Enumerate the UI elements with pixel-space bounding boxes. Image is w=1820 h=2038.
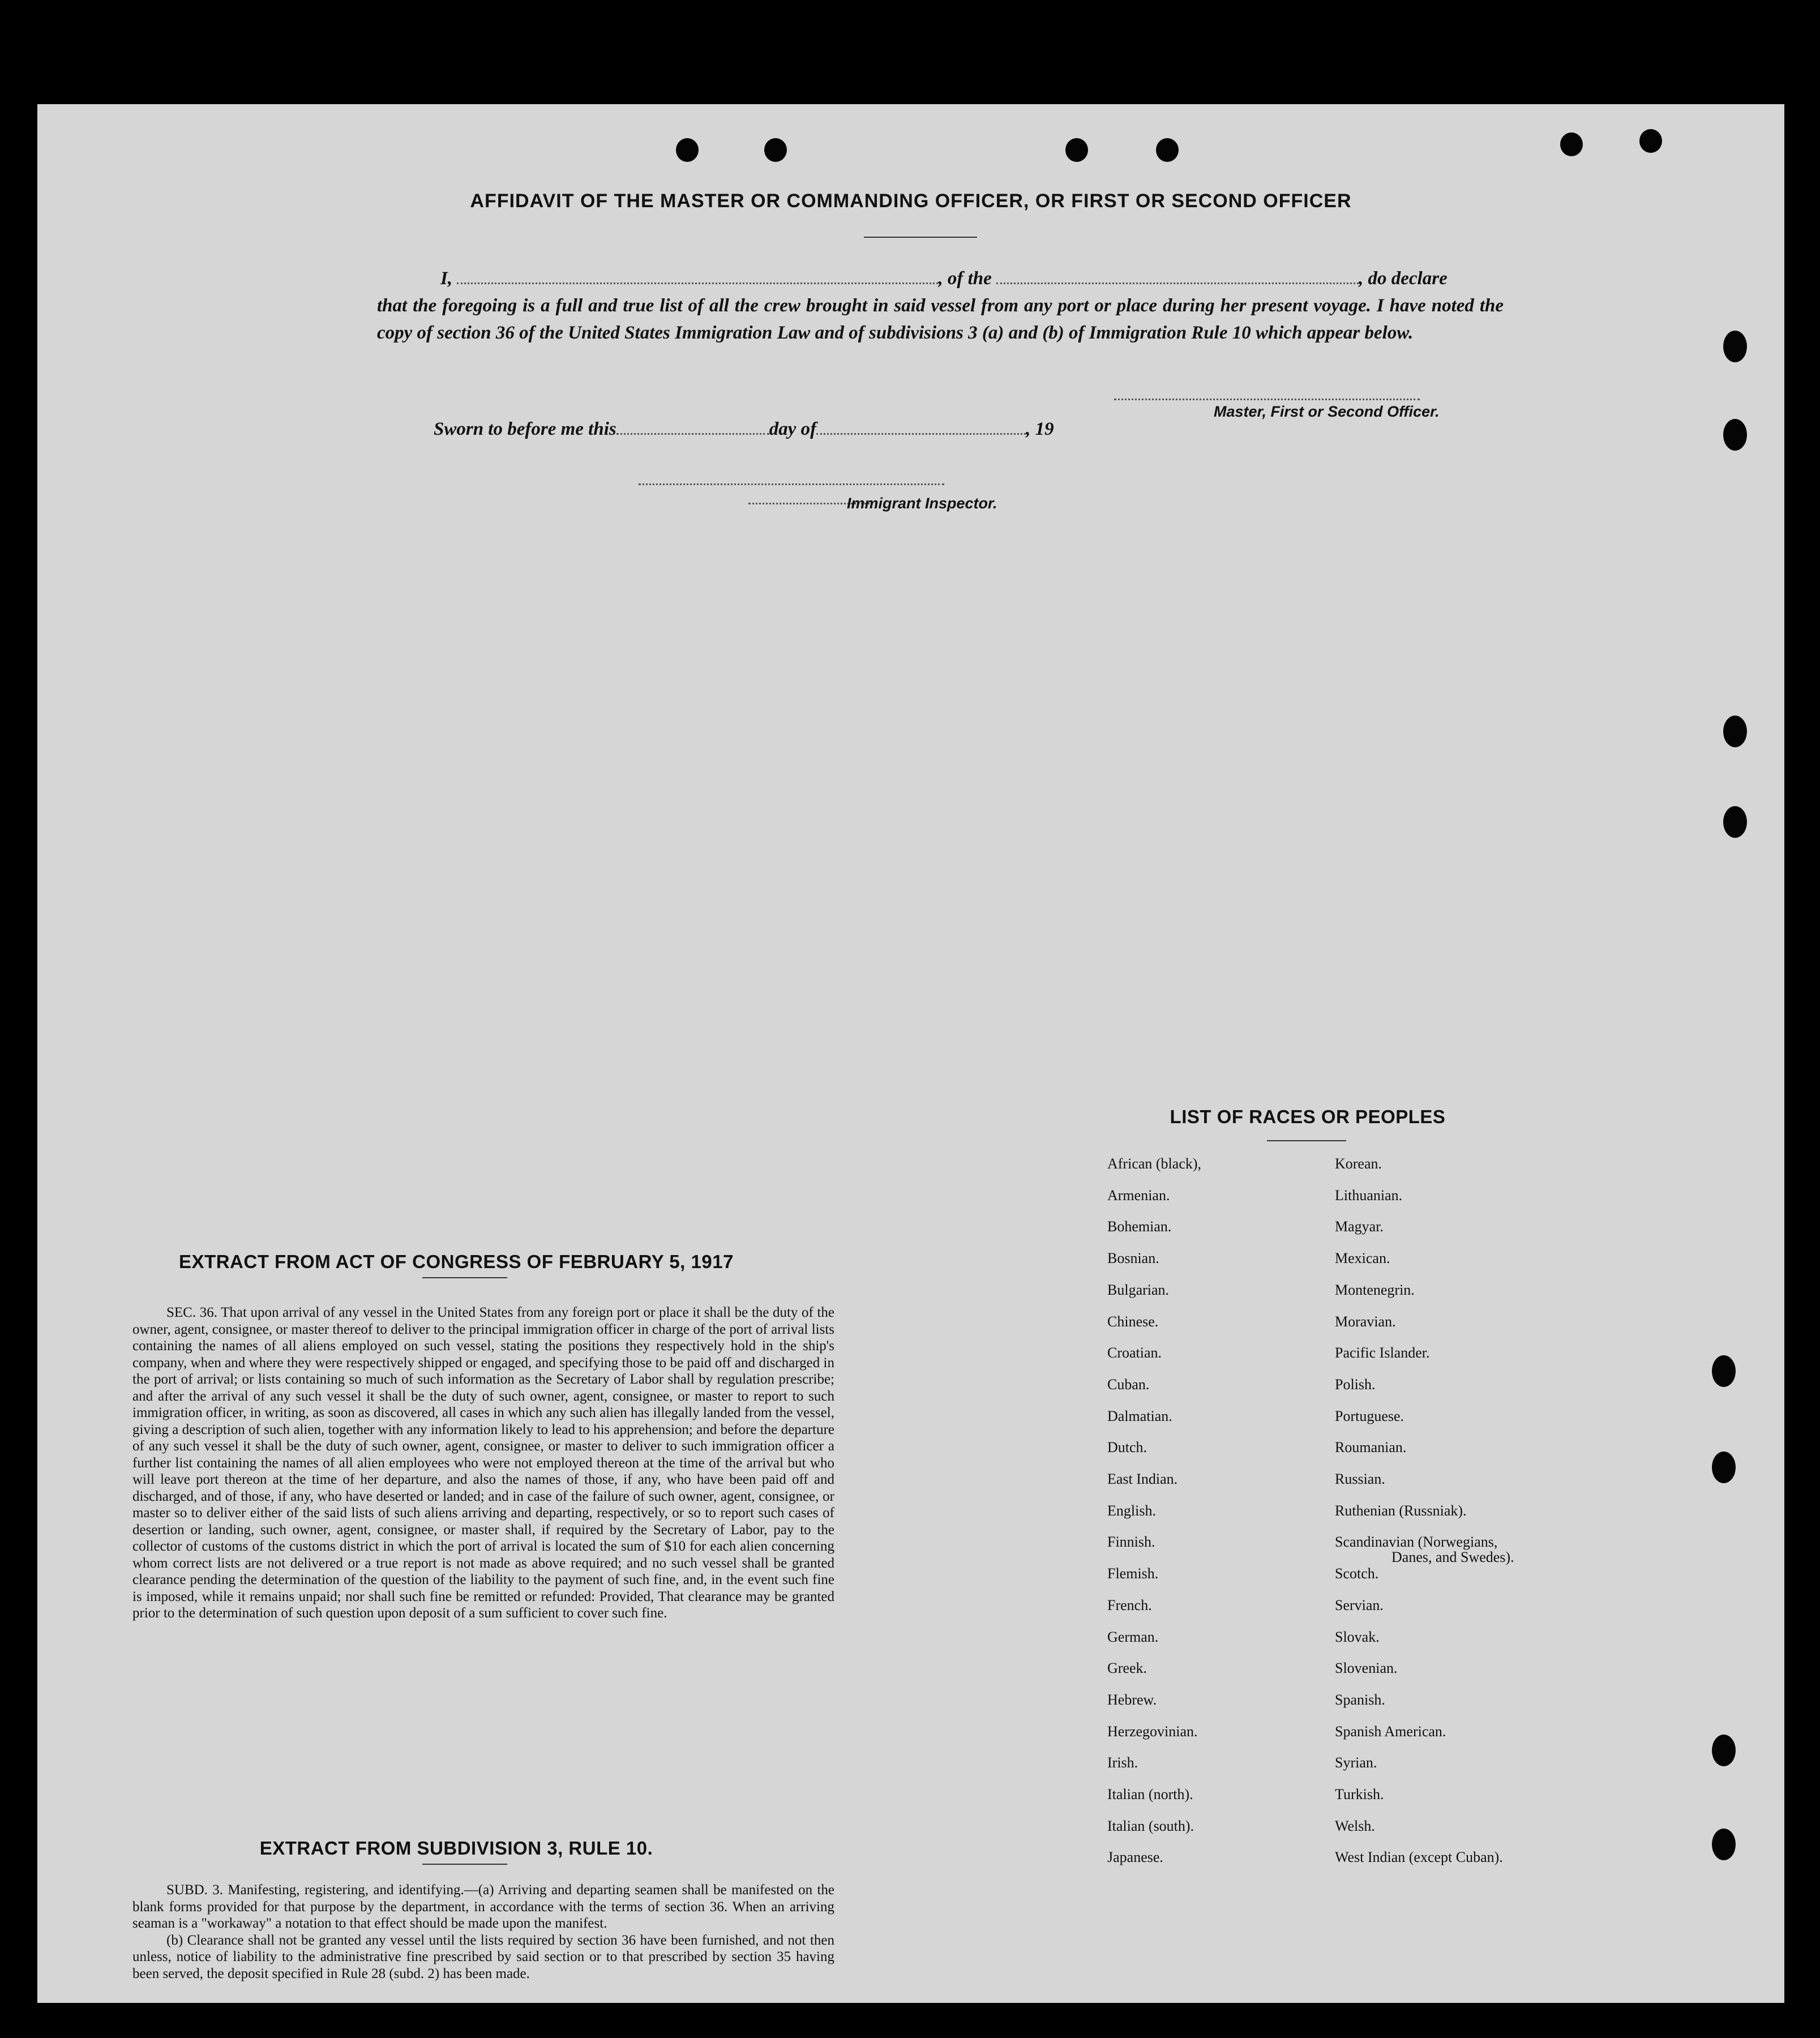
punch-hole (1560, 132, 1583, 156)
race-item: Slovak. (1335, 1628, 1380, 1645)
master-signature-line[interactable] (1114, 397, 1420, 400)
punch-hole (1712, 1829, 1736, 1860)
title-divider (864, 237, 977, 238)
subdivision-b-paragraph: (b) Clearance shall not be granted any vessel until the lists required by section 36 have been furnished, and not then unless, notice of liability to the administrative fine prescribed by said section or to that prescribed by section 35 having been served, the deposit specified in Rule 28 (subd. 2) has been made. (132, 1932, 834, 1981)
sworn-day-field[interactable] (616, 419, 769, 435)
race-item: Welsh. (1335, 1817, 1375, 1834)
race-item: Flemish. (1107, 1565, 1159, 1582)
race-item: Scotch. (1335, 1565, 1379, 1582)
race-item: Croatian. (1107, 1345, 1162, 1361)
punch-hole (764, 138, 787, 162)
race-item: Cuban. (1107, 1376, 1150, 1393)
form-page (37, 104, 1784, 2003)
race-item: German. (1107, 1628, 1159, 1645)
race-item: Herzegovinian. (1107, 1723, 1198, 1740)
inspector-signature-line[interactable] (639, 482, 944, 485)
punch-hole (676, 138, 699, 162)
do-declare-label: , do declare (1359, 268, 1448, 289)
declaration-line (440, 268, 1448, 289)
race-item: Slovenian. (1335, 1660, 1398, 1677)
race-item: Korean. (1335, 1155, 1382, 1172)
master-signature-label: Master, First or Second Officer. (1214, 403, 1440, 420)
race-item: Chinese. (1107, 1313, 1159, 1330)
race-item: Dalmatian. (1107, 1407, 1172, 1424)
vessel-name-field[interactable] (996, 269, 1359, 284)
rule-heading-divider (422, 1864, 507, 1865)
race-item: Japanese. (1107, 1849, 1163, 1866)
sworn-month-field[interactable] (816, 419, 1026, 435)
race-item: African (black), (1107, 1155, 1202, 1172)
race-item: Roumanian. (1335, 1439, 1407, 1456)
race-item: Danes, and Swedes). (1391, 1549, 1514, 1566)
punch-hole (1156, 138, 1179, 162)
declarant-name-field[interactable] (457, 269, 938, 284)
race-item: Bohemian. (1107, 1218, 1172, 1235)
race-item: English. (1107, 1502, 1156, 1519)
punch-hole (1723, 806, 1747, 838)
affidavit-title: AFFIDAVIT OF THE MASTER OR COMMANDING OFFICER, OR FIRST OR SECOND OFFICER (470, 190, 1352, 212)
race-item: West Indian (except Cuban). (1335, 1849, 1503, 1866)
race-item: Montenegrin. (1335, 1281, 1415, 1298)
day-of-label: day of (769, 419, 817, 439)
race-item: Polish. (1335, 1376, 1376, 1393)
declaration-paragraph: that the foregoing is a full and true list of all the crew brought in said vessel from any port or place during her present voyage. I have noted the copy of section 36 of the United States Immigration Law and of subdivisions 3 (a) and (b) of Immigration Rule 10 which appear below. (377, 296, 1504, 343)
race-item: Spanish American. (1335, 1723, 1446, 1740)
race-item: Scandinavian (Norwegians, (1335, 1534, 1498, 1551)
inspector-label: Immigrant Inspector. (847, 495, 997, 512)
race-item: Hebrew. (1107, 1691, 1157, 1708)
rule-extract-text (132, 1882, 834, 1982)
declarant-prefix: I, (440, 268, 453, 289)
act-extract-text (132, 1304, 834, 1622)
races-heading: LIST OF RACES OR PEOPLES (1170, 1106, 1446, 1127)
year-label: , 19 (1026, 419, 1054, 439)
punch-hole (1712, 1355, 1736, 1387)
race-item: Bulgarian. (1107, 1281, 1170, 1298)
section-36-paragraph: SEC. 36. That upon arrival of any vessel in the United States from any foreign port or place it shall be the duty of the owner, agent, consignee, or master thereof to deliver to the principal immigration officer in charge of the port of arrival lists containing the names of all aliens employed on such vessel, stating the positions they respectively hold in the ship's company, when and where they were respectively shipped or engaged, and specifying those to be paid off and discharged in the port of arrival; or lists containing so much of such information as the Secretary of Labor shall by regulation prescribe; and after the arrival of any such vessel it shall be the duty of such owner, agent, consignee, or master to report to such immigration officer, in writing, as soon as discovered, all cases in which any such alien has illegally landed from the vessel, giving a description of such alien, together with any information likely to lead to his apprehension; and before the departure of any such vessel it shall be the duty of such owner, agent, consignee, or master to deliver to such immigration officer a further list containing the names of all alien employees who were not employed thereon at the time of the arrival but who will leave port thereon at the time of her departure, and also the names of those, if any, who have been paid off and discharged, and of those, if any, who have deserted or landed; and in case of the failure of such owner, agent, consignee, or master so to deliver either of the said lists of such aliens arriving and departing, respectively, or so to report such cases of desertion or landing, such owner, agent, consignee, or master shall, if required by the Secretary of Labor, pay to the collector of customs of the customs district in which the port of arrival is located the sum of $10 for each alien concerning whom correct lists are not delivered or a true report is not made as above required; and no such vessel shall be granted clearance pending the determination of the question of the liability to the payment of such fine, and, in the event such fine is imposed, while it remains unpaid; nor shall such fine be remitted or refunded: Provided, That clearance may be granted prior to the determination of such question upon deposit of a sum sufficient to cover such fine. (132, 1305, 834, 1621)
race-item: Finnish. (1107, 1534, 1155, 1551)
race-item: Armenian. (1107, 1187, 1170, 1204)
race-item: Moravian. (1335, 1313, 1396, 1330)
sworn-text: Sworn to before me this (434, 419, 616, 439)
act-heading-divider (422, 1277, 507, 1278)
race-item: Irish. (1107, 1754, 1138, 1771)
punch-hole (1723, 419, 1747, 451)
punch-hole (1065, 138, 1088, 162)
races-heading-divider (1267, 1140, 1346, 1141)
punch-hole (1712, 1452, 1736, 1483)
race-item: Ruthenian (Russniak). (1335, 1502, 1467, 1519)
race-item: Magyar. (1335, 1218, 1384, 1235)
race-item: Turkish. (1335, 1786, 1384, 1802)
race-item: Greek. (1107, 1660, 1147, 1677)
race-item: Syrian. (1335, 1754, 1377, 1771)
race-item: East Indian. (1107, 1471, 1178, 1487)
punch-hole (1639, 129, 1662, 153)
race-item: Lithuanian. (1335, 1187, 1403, 1204)
race-item: Russian. (1335, 1471, 1385, 1487)
race-item: Bosnian. (1107, 1250, 1159, 1267)
race-item: French. (1107, 1596, 1152, 1613)
punch-hole (1723, 331, 1747, 362)
race-item: Servian. (1335, 1596, 1384, 1613)
punch-hole (1712, 1735, 1736, 1766)
sworn-line (434, 419, 1054, 440)
act-extract-heading: EXTRACT FROM ACT OF CONGRESS OF FEBRUARY 5, 1917 (179, 1251, 734, 1272)
race-item: Italian (south). (1107, 1817, 1194, 1834)
rule-extract-heading: EXTRACT FROM SUBDIVISION 3, RULE 10. (259, 1838, 653, 1859)
of-the-label: , of the (938, 268, 992, 289)
race-item: Mexican. (1335, 1250, 1390, 1267)
punch-hole (1723, 716, 1747, 747)
race-item: Dutch. (1107, 1439, 1147, 1456)
race-item: Portuguese. (1335, 1407, 1404, 1424)
race-item: Pacific Islander. (1335, 1345, 1430, 1361)
race-item: Spanish. (1335, 1691, 1385, 1708)
race-item: Italian (north). (1107, 1786, 1193, 1802)
subdivision-a-paragraph: SUBD. 3. Manifesting, registering, and identifying.—(a) Arriving and departing seamen shall be manifested on the blank forms provided for that purpose by the department, in accordance with the terms of section 36. When an arriving seaman is a "workaway" a notation to that effect should be made upon the manifest. (132, 1882, 834, 1931)
